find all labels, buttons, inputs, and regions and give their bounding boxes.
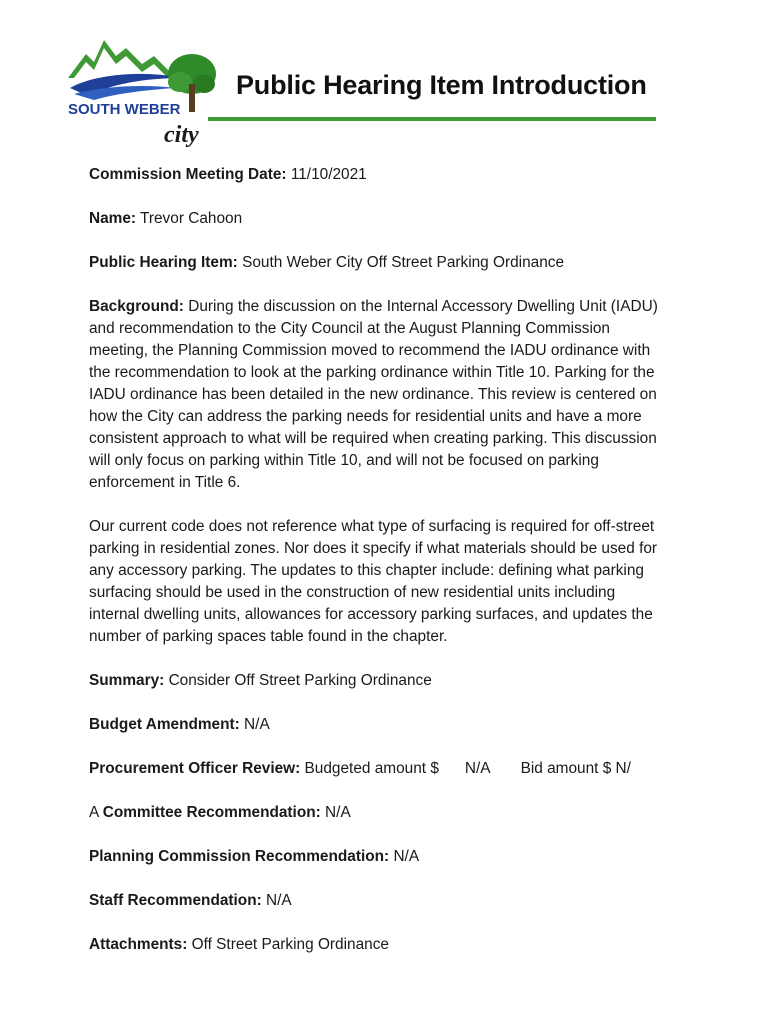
- background-label: Background:: [89, 298, 184, 315]
- document-body: [89, 164, 664, 978]
- attachments-row: [89, 934, 664, 956]
- summary-row: [89, 670, 664, 692]
- attachments-value: Off Street Parking Ordinance: [191, 936, 389, 953]
- meeting-date-label: Commission Meeting Date:: [89, 166, 287, 183]
- budget-label: Budget Amendment:: [89, 716, 240, 733]
- committee-row: [89, 802, 664, 824]
- attachments-label: Attachments:: [89, 936, 188, 953]
- planning-value: N/A: [393, 848, 420, 865]
- summary-label: Summary:: [89, 672, 165, 689]
- logo-text-city: city: [164, 122, 199, 148]
- planning-row: [89, 846, 664, 868]
- committee-prefix: A: [89, 804, 99, 821]
- surfacing-paragraph: Our current code does not reference what type of surfacing is required for off-street parking in residential zones. Nor does it specify if what materials should be used for any accessory parking. The updates to this chapter include: defining what parking surfacing should be used in the construction of new residential units including internal dwelling units, allowances for accessory parking surfaces, and updates the number of parking spaces table found in the chapter.: [89, 518, 658, 645]
- procurement-budgeted: Budgeted amount $: [304, 760, 439, 777]
- procurement-budgeted-value: N/A: [464, 760, 491, 777]
- page-title: Public Hearing Item Introduction: [236, 70, 647, 100]
- name-value: Trevor Cahoon: [140, 210, 243, 227]
- background-text: During the discussion on the Internal Accessory Dwelling Unit (IADU) and recommendation to the City Council at the August Planning Commission meeting, the Planning Commission moved to recommend the IADU ordinance with the recommendation to look at the parking ordinance within Title 10. Parking for the IADU ordinance has been detailed in the new ordinance. This review is centered on how the City can address the parking needs for residential units and have a more consistent approach to what will be required when creating parking. This discussion will only focus on parking within Title 10, and will not be focused on parking enforcement in Title 6.: [89, 298, 658, 491]
- meeting-date-value: 11/10/2021: [290, 166, 367, 183]
- hearing-item-row: [89, 252, 664, 274]
- title-underline: [208, 117, 656, 121]
- committee-label: Committee Recommendation:: [102, 804, 321, 821]
- meeting-date-row: [89, 164, 664, 186]
- budget-row: [89, 714, 664, 736]
- planning-label: Planning Commission Recommendation:: [89, 848, 390, 865]
- committee-value: N/A: [325, 804, 351, 821]
- staff-value: N/A: [266, 892, 292, 909]
- background-paragraph: [89, 296, 664, 494]
- budget-value: N/A: [244, 716, 270, 733]
- summary-value: Consider Off Street Parking Ordinance: [168, 672, 432, 689]
- hearing-item-label: Public Hearing Item:: [89, 254, 238, 271]
- name-row: [89, 208, 664, 230]
- staff-label: Staff Recommendation:: [89, 892, 262, 909]
- name-label: Name:: [89, 210, 137, 227]
- logo-text-south-weber: SOUTH WEBER: [68, 101, 181, 118]
- procurement-label: Procurement Officer Review:: [89, 760, 301, 777]
- procurement-bid: Bid amount $ N/: [520, 760, 631, 777]
- south-weber-city-logo: [64, 34, 224, 152]
- hearing-item-value: South Weber City Off Street Parking Ordinance: [242, 254, 565, 271]
- staff-row: [89, 890, 664, 912]
- procurement-row: [89, 758, 664, 780]
